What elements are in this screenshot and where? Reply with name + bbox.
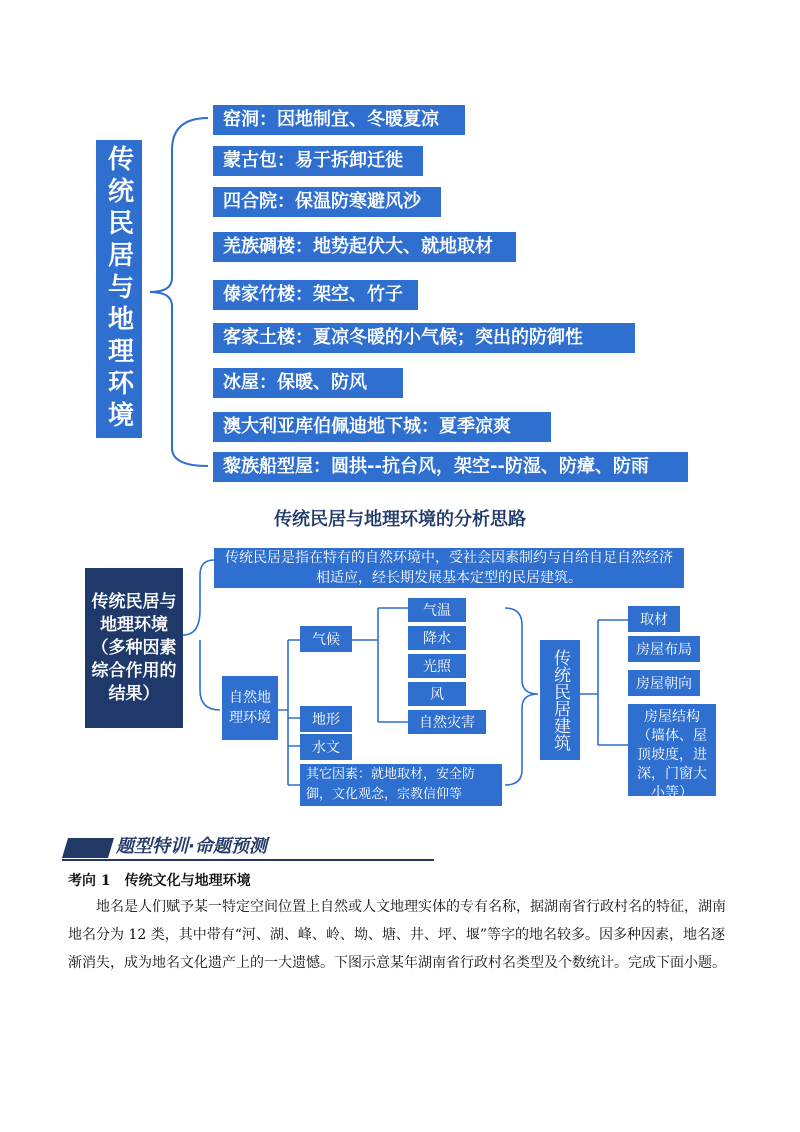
mindmap-item: 傣家竹楼：架空、竹子 [213,280,418,310]
definition-box: 传统民居是指在特有的自然环境中，受社会因素制约与自给自足自然经济相适应，经长期发展基本定型的民居建筑。 [214,548,684,588]
mindmap-item: 澳大利亚库伯佩迪地下城：夏季凉爽 [213,412,551,442]
building-item-box: 取材 [628,606,680,632]
terrain-box: 地形 [300,706,352,732]
hydrology-box: 水文 [300,734,352,760]
mindmap-item: 四合院：保温防寒避风沙 [213,187,441,217]
question-paragraph: 地名是人们赋予某一特定空间位置上自然或人文地理实体的专有名称，据湖南省行政村名的特征，湖南地名分为 12 类，其中带有“河、湖、峰、岭、坳、塘、井、坪、堰”等字的地名较多。因多种因素，地名逐渐消失，成为地名文化遗产上的一大遗憾。下图示意某年湖南省行政村名类型及个数统计。完成下面小题。 [68,899,726,971]
section-header: 题型特训·命题预测 [116,836,267,857]
building-item-box: 房屋结构（墙体、屋顶坡度，进深，门窗大小等） [628,704,716,796]
exam-direction-heading: 考向 1 传统文化与地理环境 [68,873,251,889]
mindmap-title: 传统民居与地理环境 [96,140,142,438]
mindmap-item: 羌族碉楼：地势起伏大、就地取材 [213,232,516,262]
climate-item-box: 光照 [408,654,466,678]
building-item-box: 房屋布局 [628,636,700,662]
building-box: 传统民居建筑 [540,640,580,760]
natural-env-box: 自然地理环境 [222,676,278,740]
diagram-title: 传统民居与地理环境的分析思路 [274,509,526,530]
climate-item-box: 自然灾害 [408,710,486,734]
analysis-root-box: 传统民居与地理环境（多种因素综合作用的结果） [85,568,183,728]
mindmap-item: 蒙古包：易于拆卸迁徙 [213,146,423,176]
climate-box: 气候 [300,626,352,652]
other-factors-box: 其它因素：就地取材，安全防御，文化观念，宗教信仰等 [300,764,502,806]
climate-item-box: 降水 [408,626,466,650]
mindmap-item: 冰屋：保暖、防风 [213,368,403,398]
building-item-box: 房屋朝向 [628,670,700,696]
climate-item-box: 风 [408,682,466,706]
climate-item-box: 气温 [408,598,466,622]
mindmap-item: 窑洞：因地制宜、冬暖夏凉 [213,105,465,135]
mindmap-item: 黎族船型屋：圆拱--抗台风，架空--防湿、防瘴、防雨 [213,452,688,482]
mindmap-item: 客家土楼：夏凉冬暖的小气候；突出的防御性 [213,323,635,353]
